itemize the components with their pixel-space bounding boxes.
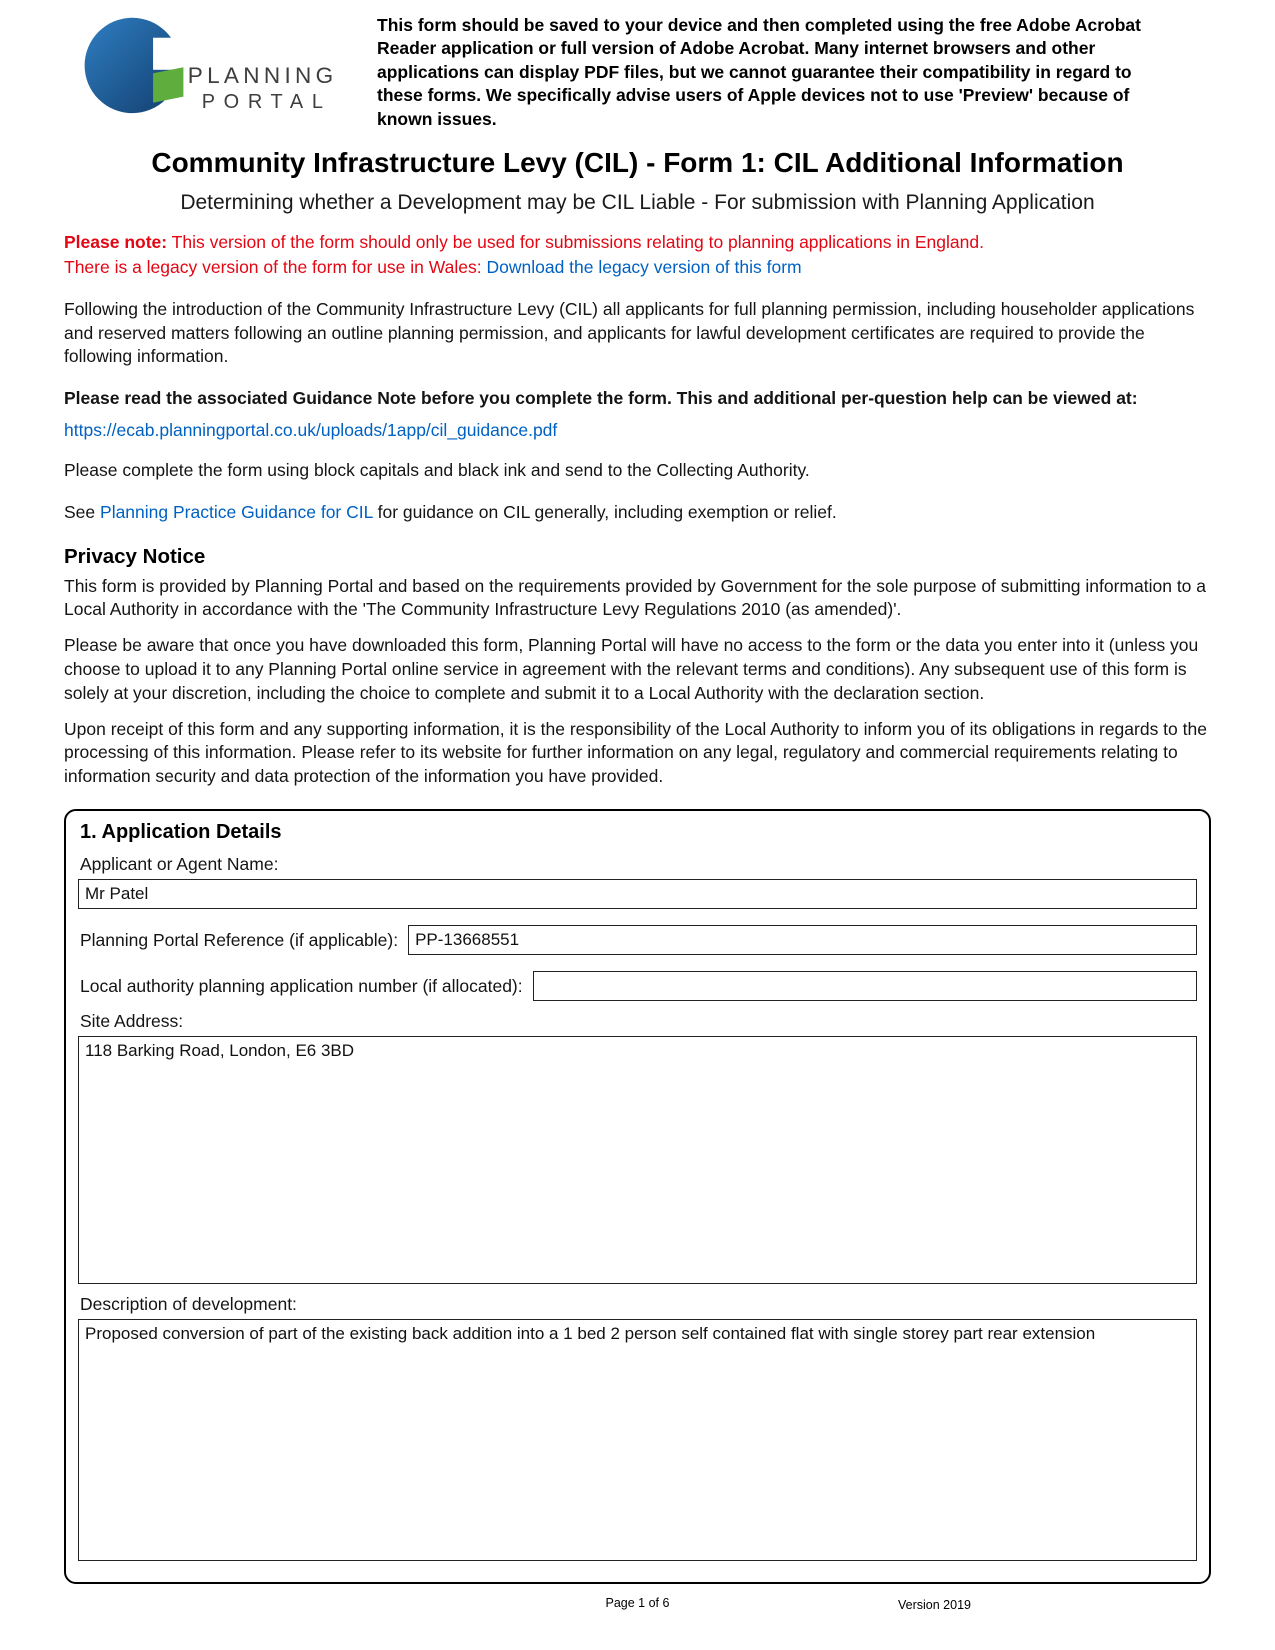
description-of-development-label: Description of development: xyxy=(80,1294,297,1315)
privacy-paragraph-2: Please be aware that once you have downloaded this form, Planning Portal will have no access to the form or the data you enter into it (unless you choose to upload it to any Planning Portal online service in agreement with the relevant terms and conditions). Any subsequent use of this form is solely at your discretion, including the choice to complete and submit it to a Local Authority with the declaration section. xyxy=(64,635,1199,703)
local-authority-number-label: Local authority planning application number (if allocated): xyxy=(80,975,523,996)
form-subtitle: Determining whether a Development may be CIL Liable - For submission with Planning Application xyxy=(180,191,1095,215)
england-only-note xyxy=(64,230,1211,280)
see-suffix: for guidance on CIL generally, including exemption or relief. xyxy=(377,501,837,522)
privacy-paragraph-3: Upon receipt of this form and any supporting information, it is the responsibility of the Local Authority to inform you of its obligations in regards to the processing of this information. Please refer to its website for further information on any legal, regulatory and commercial requirements relating to information security and data protection of the information you have provided. xyxy=(64,718,1207,787)
local-authority-number-row xyxy=(78,971,1197,1001)
logo-flag-icon xyxy=(153,38,182,70)
logo-text-portal: PORTAL xyxy=(201,90,332,113)
form-title: Community Infrastructure Levy (CIL) - Form 1: CIL Additional Information xyxy=(151,147,1124,179)
block-capitals-instruction: Please complete the form using block capitals and black ink and send to the Collecting Authority. xyxy=(64,460,810,481)
see-guidance-line xyxy=(64,501,1211,525)
applicant-name-label: Applicant or Agent Name: xyxy=(80,854,279,875)
guidance-note-instruction: Please read the associated Guidance Note before you complete the form. This and additional per-question help can be viewed at: xyxy=(64,388,1138,409)
planning-portal-logo-graphic xyxy=(82,10,342,127)
logo-text-planning: PLANNING xyxy=(187,62,338,88)
privacy-notice-heading: Privacy Notice xyxy=(64,544,206,568)
cil-guidance-pdf-link[interactable]: https://ecab.planningportal.co.uk/uploads/1app/cil_guidance.pdf xyxy=(64,420,558,441)
logo-check-icon xyxy=(153,67,183,103)
site-address-label: Site Address: xyxy=(80,1011,184,1032)
page-footer xyxy=(64,1596,1211,1616)
planning-portal-reference-input[interactable] xyxy=(408,925,1197,955)
form-version: Version 2019 xyxy=(898,1598,971,1613)
page-number: Page 1 of 6 xyxy=(605,1596,670,1611)
application-details-section xyxy=(64,809,1211,1584)
planning-practice-guidance-link[interactable]: Planning Practice Guidance for CIL xyxy=(100,501,373,522)
privacy-paragraph-1: This form is provided by Planning Portal and based on the requirements provided by Government for the sole purpose of submitting information to a Local Authority in accordance with the 'The Community Infrastructure Levy Regulations 2010 (as amended)'. xyxy=(64,575,1207,620)
guidance-link-line xyxy=(64,420,1211,441)
applicant-name-input[interactable] xyxy=(78,879,1197,909)
cil-introduction-paragraph: Following the introduction of the Community Infrastructure Levy (CIL) all applicants for full planning permission, including householder applications and reserved matters following an outline planning permission, and applicants for lawful development certificates are required to provide the following information. xyxy=(64,298,1195,367)
adobe-compatibility-warning: This form should be saved to your device and then completed using the free Adobe Acrobat Reader application or full version of Adobe Acrobat. Many internet browsers and other applications can display PDF files, but we cannot guarantee their compatibility in regard to these forms. We specifically advise users of Apple devices not to use 'Preview' because of known issues. xyxy=(377,15,1141,129)
see-prefix: See xyxy=(64,501,96,522)
site-address-textarea[interactable] xyxy=(78,1036,1197,1284)
please-note-text: This version of the form should only be used for submissions relating to planning applications in England. xyxy=(171,232,984,253)
planning-portal-logo xyxy=(82,10,342,127)
please-note-label: Please note: xyxy=(64,232,168,253)
local-authority-number-input[interactable] xyxy=(533,971,1197,1001)
planning-portal-reference-row xyxy=(78,925,1197,955)
wales-legacy-text: There is a legacy version of the form for use in Wales: xyxy=(64,257,482,278)
legacy-form-link[interactable]: Download the legacy version of this form xyxy=(486,257,802,278)
section-1-title: 1. Application Details xyxy=(80,821,282,844)
page-header xyxy=(64,10,1211,131)
planning-portal-reference-label: Planning Portal Reference (if applicable): xyxy=(80,929,399,950)
description-of-development-textarea[interactable] xyxy=(78,1319,1197,1561)
